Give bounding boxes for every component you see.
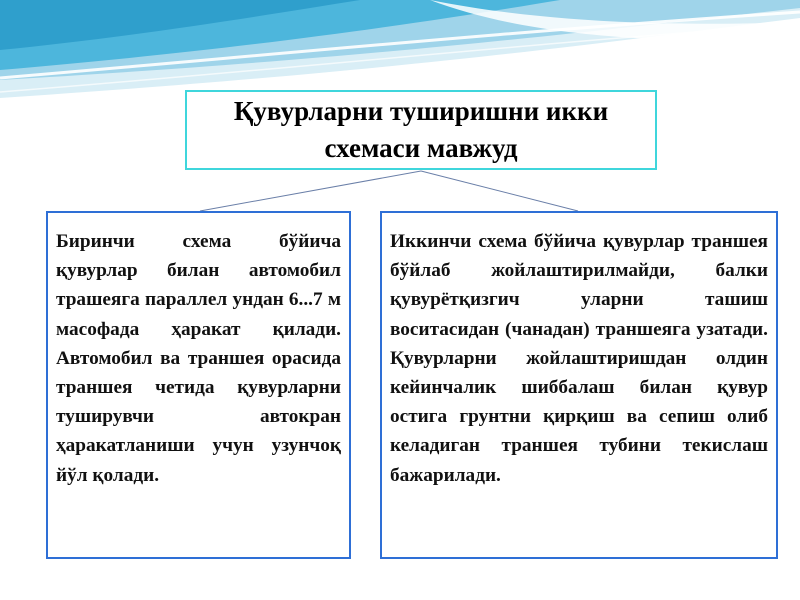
- connector-line-left: [200, 171, 421, 211]
- scheme-two-card: [380, 211, 778, 559]
- scheme-one-card: [46, 211, 351, 559]
- scheme-two-text: Иккинчи схема бўйича қувурлар траншея бўйлаб жойлаштирилмайди, балки қувурётқизгич уларни ташиш воситасидан (чанадан) траншеяга узатади. Қувурларни жойлаштиришдан олдин кейинчалик шиббалаш билан қувур остига грунтни қирқиш ва сепиш олиб келадиган траншея тубини текислаш бажарилади.: [390, 231, 768, 486]
- connector-line-right: [421, 171, 578, 211]
- title-box: [185, 90, 657, 170]
- diagram-title: Қувурларни туширишни икки схемаси мавжуд: [233, 96, 609, 163]
- scheme-one-text: Биринчи схема бўйича қувурлар билан автомобил трашеяга параллел ундан 6...7 м масофада ҳаракат қилади. Автомобил ва траншея орасида траншея четида қувурларни туширувчи автокран ҳаракатланиши учун узунчоқ йўл қолади.: [56, 231, 341, 486]
